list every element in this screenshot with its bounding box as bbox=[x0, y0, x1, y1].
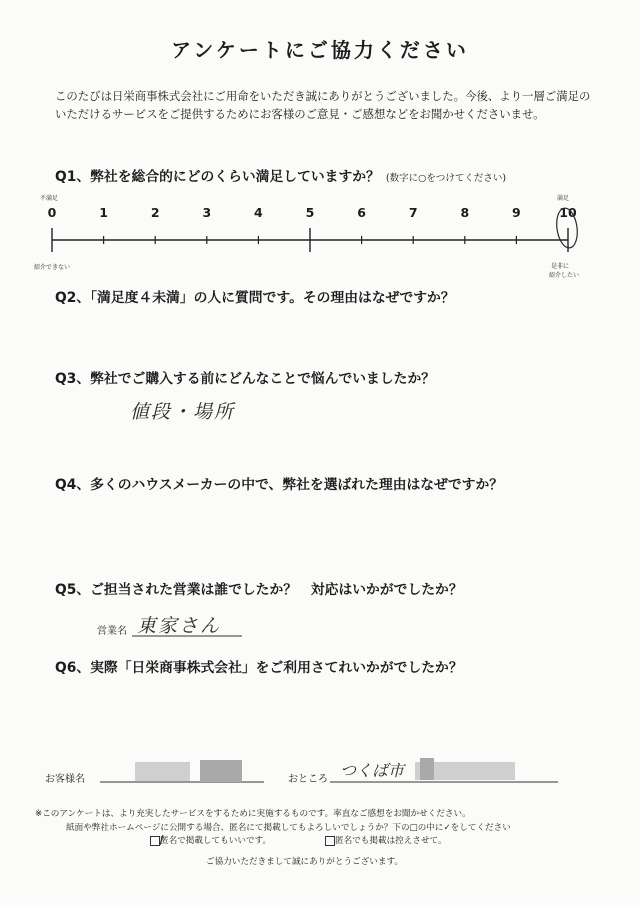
scale-tick-label-6: 6 bbox=[357, 205, 366, 220]
q1-note: (数字に○をつけてください) bbox=[385, 173, 507, 184]
option1-label: 匿名で掲載してもいいです。 bbox=[160, 836, 272, 846]
scale-left-caption: 紹介できない bbox=[34, 264, 71, 271]
q3-label: Q3、弊社でご購入する前にどんなことで悩んでいましたか？ bbox=[55, 371, 436, 387]
footer-note-2: 紙面や弊社ホームページに公開する場合、匿名にて掲載してもよろしいでしょうか？下の□の中に✓をしてください bbox=[66, 823, 511, 833]
scale-tick-label-7: 7 bbox=[408, 205, 418, 220]
scale-tick-label-1: 1 bbox=[99, 205, 108, 220]
q4-label: Q4、多くのハウスメーカーの中で、弊社を選ばれた理由はなぜですか？ bbox=[55, 477, 504, 493]
scale-tick-label-3: 3 bbox=[202, 205, 212, 220]
q3-handwritten-answer: 値段・場所 bbox=[130, 401, 236, 423]
customer-name-label: お客様名 bbox=[45, 774, 85, 785]
redacted-name-block-dark bbox=[200, 760, 242, 782]
scale-tick-label-8: 8 bbox=[460, 205, 470, 220]
footer-thanks: ご協力いただきまして誠にありがとうございます。 bbox=[206, 857, 403, 867]
redacted-name-block bbox=[135, 762, 190, 781]
address-handwritten-answer: つくば市 bbox=[340, 761, 405, 780]
intro-text: このたびは日栄商事株式会社にご用命をいただき誠にありがとうございました。今後、より一層ご満足のいただけるサービスをご提供するためにお客様のご意見・ご感想などをお聞かせくださいませ。 bbox=[55, 89, 591, 121]
scale-right-caption-2: 紹介したい bbox=[549, 272, 580, 279]
scale-tick-label-4: 4 bbox=[254, 205, 263, 220]
scale-tick-label-2: 2 bbox=[150, 205, 160, 220]
option1-checkbox[interactable] bbox=[150, 836, 160, 846]
scale-tick-label-0: 0 bbox=[47, 205, 57, 220]
scale-min-label: 不満足 bbox=[40, 195, 59, 202]
scale-right-caption-1: 是非に bbox=[551, 263, 570, 270]
q5-handwritten-answer: 東家さん bbox=[137, 615, 222, 637]
q2-label: Q2、「満足度４未満」の人に質問です。その理由はなぜですか？ bbox=[55, 290, 455, 306]
scale-tick-label-9: 9 bbox=[512, 205, 521, 220]
footer-note-1: ※このアンケートは、より充実したサービスをするために実施するものです。率直なご感想をお聞かせください。 bbox=[35, 809, 471, 819]
survey-title: アンケートにご協力ください bbox=[171, 38, 469, 62]
q5-label: Q5、ご担当された営業は誰でしたか？ 対応はいかがでしたか？ bbox=[55, 582, 463, 598]
q1-label: Q1、弊社を総合的にどのくらい満足していますか？ bbox=[55, 169, 380, 185]
sales-name-label: 営業名 bbox=[97, 626, 127, 637]
selected-answer-circle bbox=[554, 207, 579, 249]
scale-max-label: 満足 bbox=[557, 195, 570, 202]
redacted-address-block-dark bbox=[420, 758, 434, 780]
customer-address-label: おところ bbox=[288, 774, 328, 785]
scale-tick-label-5: 5 bbox=[305, 205, 315, 220]
scale-tick-label-10: 10 bbox=[559, 205, 577, 220]
q6-label: Q6、実際「日栄商事株式会社」をご利用さてれいかがでしたか？ bbox=[55, 660, 463, 676]
option2-checkbox[interactable] bbox=[325, 836, 335, 846]
option2-label: 匿名でも掲載は控えさせて。 bbox=[335, 836, 447, 846]
